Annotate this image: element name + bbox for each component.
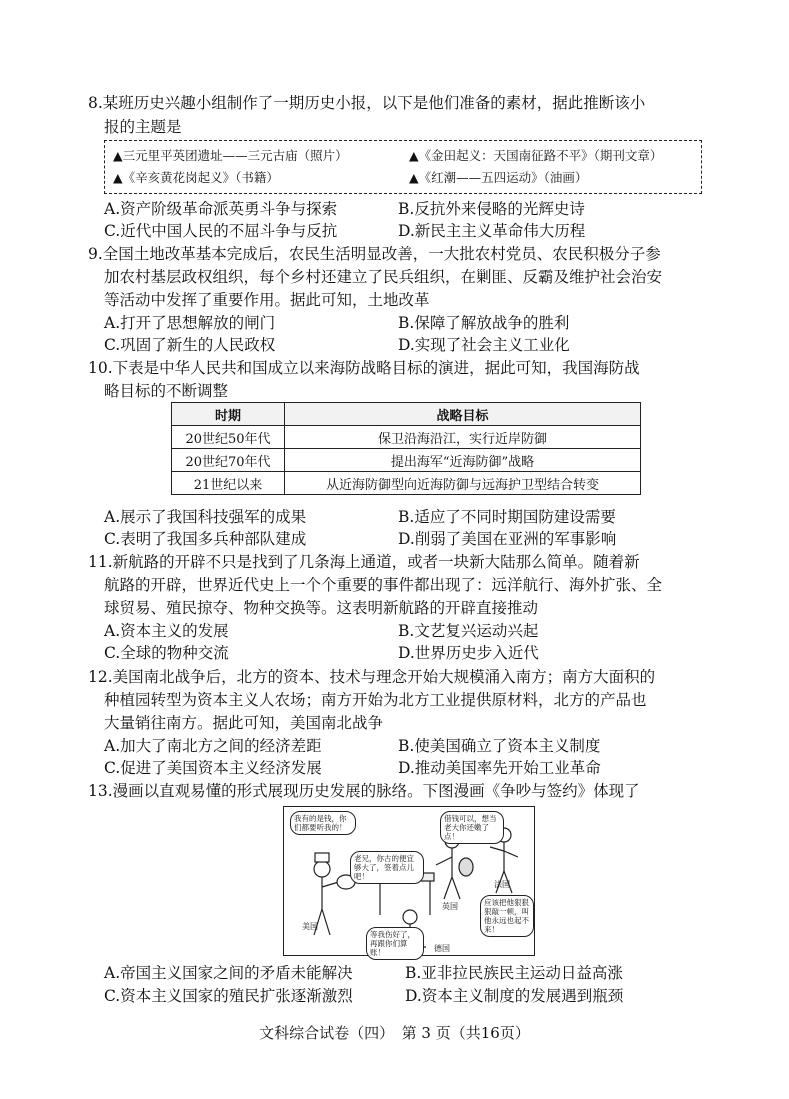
q10-option-b: B.适应了不同时期国防建设需要	[398, 508, 616, 526]
q13-cartoon	[283, 806, 535, 956]
q10-option-c: C.表明了我国多兵种部队建成	[104, 530, 307, 548]
q8-option-c: C.近代中国人民的不屈斗争与反抗	[104, 222, 338, 240]
page-footer: 文科综合试卷（四） 第 3 页（共16页）	[259, 1024, 530, 1042]
cartoon-label-germany: 德国	[434, 944, 450, 953]
table-header-goal: 战略目标	[285, 403, 641, 426]
cartoon-bubble-uk: 借钱可以，想当老大你还嫩了点！	[440, 811, 504, 844]
q8-option-b: B.反抗外来侵略的光辉史诗	[398, 200, 585, 218]
q8-option-d: D.新民主主义革命伟大历程	[398, 222, 586, 240]
q10-stem-line2: 略目标的不断调整	[104, 382, 229, 400]
table-row	[172, 426, 641, 449]
q12-option-d: D.推动美国率先开始工业革命	[398, 759, 601, 777]
usa-figure	[314, 853, 355, 935]
table-header-row	[172, 403, 641, 426]
table-row	[172, 472, 641, 495]
q13-stem-line1: 13.漫画以直观易懂的形式展现历史发展的脉络。下图漫画《争吵与签约》体现了	[88, 782, 640, 800]
q11-option-d: D.世界历史步入近代	[398, 644, 539, 662]
q11-stem-line2: 航路的开辟，世界近代史上一个个重要的事件都出现了：远洋航行、海外扩张、全	[104, 576, 663, 594]
table-cell: 从近海防御型向近海防御与远海护卫型结合转变	[285, 472, 641, 495]
q12-option-b: B.使美国确立了资本主义制度	[398, 737, 601, 755]
q12-option-c: C.促进了美国资本主义经济发展	[104, 759, 322, 777]
q11-option-a: A.资本主义的发展	[104, 622, 229, 640]
q11-option-c: C.全球的物种交流	[104, 644, 229, 662]
q9-stem-line3: 等活动中发挥了重要作用。据此可知，土地改革	[104, 291, 430, 309]
table-cell: 20世纪70年代	[172, 449, 285, 472]
q9-stem-line2: 加农村基层政权组织，每个乡村还建立了民兵组织，在剿匪、反霸及维护社会治安	[104, 268, 663, 286]
q12-option-a: A.加大了南北方之间的经济差距	[104, 737, 322, 755]
q10-stem-line1: 10.下表是中华人民共和国成立以来海防战略目标的演进，据此可知，我国海防战	[88, 359, 640, 377]
q12-stem-line3: 大量销往南方。据此可知，美国南北战争	[104, 714, 384, 732]
q8-stem-line2: 报的主题是	[104, 118, 182, 136]
q13-option-d: D.资本主义制度的发展遇到瓶颈	[405, 987, 624, 1005]
q11-stem-line1: 11.新航路的开辟不只是找到了几条海上通道，或者一块新大陆那么简单。随着新	[88, 553, 640, 571]
q8-material-4: ▲《红潮——五四运动》（油画）	[409, 170, 588, 185]
cartoon-bubble-deal: 老兄，你古的便宜够大了，签着点儿吧！	[350, 851, 424, 884]
q10-strategy-table	[171, 402, 641, 495]
table-cell: 20世纪50年代	[172, 426, 285, 449]
q11-stem-line3: 球贸易、殖民掠夺、物种交换等。这表明新航路的开辟直接推动	[104, 599, 539, 617]
q8-material-2: ▲《金田起义：天国南征路不平》（期刊文章）	[409, 148, 663, 163]
q11-option-b: B.文艺复兴运动兴起	[398, 622, 539, 640]
q9-option-b: B.保障了解放战争的胜利	[398, 314, 570, 332]
q8-material-1: ▲三元里平英团遗址——三元古庙（照片）	[113, 148, 348, 163]
q13-option-c: C.资本主义国家的殖民扩张逐渐激烈	[104, 987, 353, 1005]
q13-option-b: B.亚非拉民族民主运动日益高涨	[405, 964, 623, 982]
table-row	[172, 449, 641, 472]
q8-stem-line1: 8.某班历史兴趣小组制作了一期历史小报，以下是他们准备的素材，据此推断该小	[88, 94, 646, 112]
cartoon-bubble-usa: 我有的是钱，你们都要听我的！	[290, 811, 356, 835]
cartoon-label-usa: 美国	[302, 922, 318, 931]
table-cell: 保卫沿海沿江，实行近岸防御	[285, 426, 641, 449]
cartoon-bubble-france: 应该把他狠狠狠敲一顿，叫他永远也起不来！	[480, 895, 534, 937]
q13-option-a: A.帝国主义国家之间的矛盾未能解决	[104, 964, 353, 982]
q9-option-a: A.打开了思想解放的闸门	[104, 314, 276, 332]
q12-stem-line2: 种植园转型为资本主义人农场；南方开始为北方工业提供原材料，北方的产品也	[104, 691, 647, 709]
q10-option-d: D.削弱了美国在亚洲的军事影响	[398, 530, 617, 548]
table-cell: 21世纪以来	[172, 472, 285, 495]
table-cell: 提出海军“近海防御”战略	[285, 449, 641, 472]
q8-material-3: ▲《辛亥黄花岗起义》（书籍）	[113, 170, 279, 185]
cartoon-bubble-germany: 等我伤好了，再跟你们算账！	[366, 927, 424, 960]
cartoon-label-uk: 英国	[442, 902, 458, 911]
q9-option-c: C.巩固了新生的人民政权	[104, 336, 276, 354]
q10-option-a: A.展示了我国科技强军的成果	[104, 508, 307, 526]
q9-option-d: D.实现了社会主义工业化	[398, 336, 570, 354]
q9-stem-line1: 9.全国土地改革基本完成后，农民生活明显改善，一大批农村党员、农民积极分子参	[88, 245, 661, 263]
q12-stem-line1: 12.美国南北战争后，北方的资本、技术与理念开始大规模涌入南方；南方大面积的	[88, 668, 656, 686]
q8-option-a: A.资产阶级革命派英勇斗争与探索	[104, 200, 338, 218]
q8-materials-box	[104, 140, 702, 194]
cartoon-label-france: 法国	[494, 880, 510, 889]
table-header-period: 时期	[172, 403, 285, 426]
